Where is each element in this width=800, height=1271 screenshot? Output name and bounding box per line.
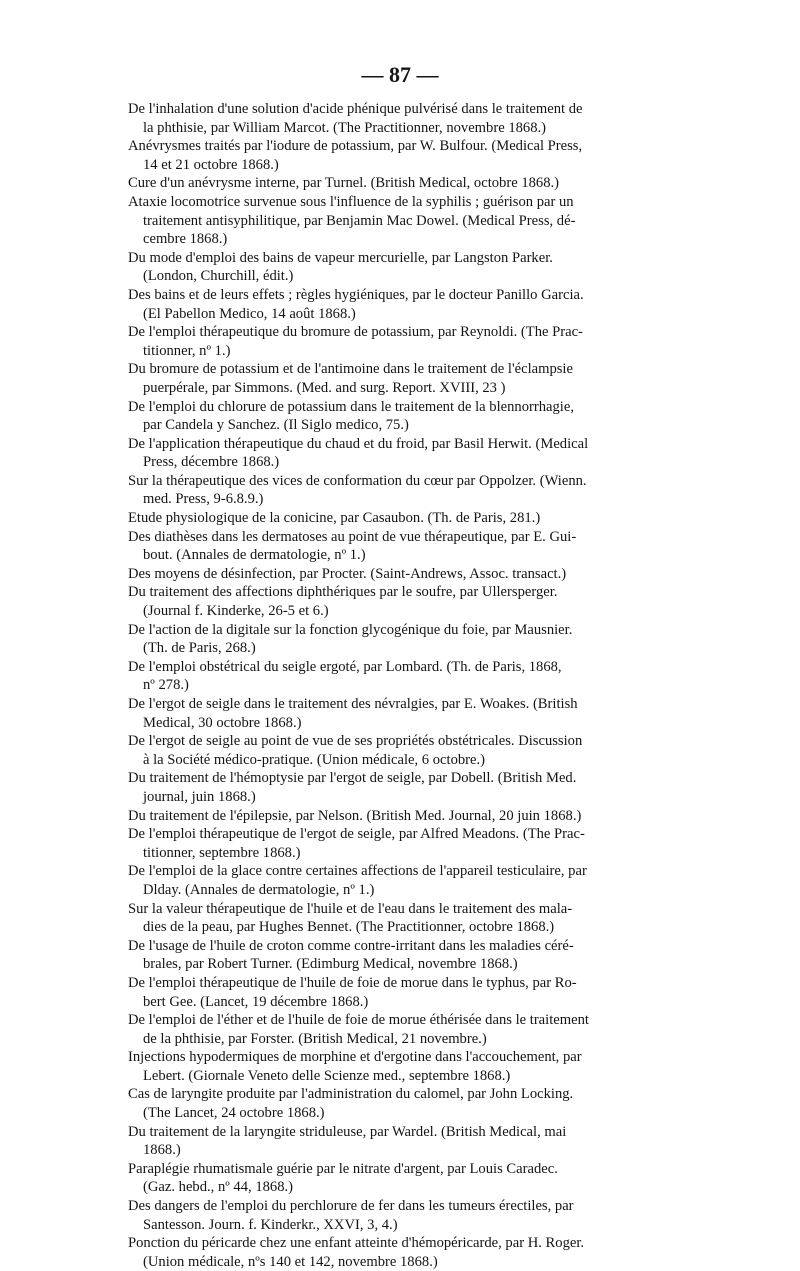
entry-line: Des dangers de l'emploi du perchlorure de fer dans les tumeurs érectiles, par — [128, 1198, 574, 1215]
entry-line: Ataxie locomotrice survenue sous l'influence de la syphilis ; guérison par un — [128, 193, 574, 210]
entry-line: Injections hypodermiques de morphine et d'ergotine dans l'accouchement, par — [128, 1049, 582, 1066]
entry-line: titionner, nº 1.) — [143, 342, 231, 359]
entry-line: Du traitement de l'hémoptysie par l'ergot de seigle, par Dobell. (British Med. — [128, 770, 577, 787]
bibliography-entry — [128, 807, 700, 826]
entry-line: Dlday. (Annales de dermatologie, nº 1.) — [143, 881, 375, 898]
bibliography-entry — [128, 174, 700, 193]
bibliography-entry — [128, 621, 700, 658]
entry-line: de la phthisie, par Forster. (British Medical, 21 novembre.) — [143, 1030, 487, 1047]
entry-line: journal, juin 1868.) — [143, 788, 256, 805]
entry-line: (El Pabellon Medico, 14 août 1868.) — [143, 305, 356, 322]
bibliography-entry — [128, 249, 700, 286]
entry-line: bout. (Annales de dermatologie, nº 1.) — [143, 547, 366, 564]
entry-line: Du traitement de l'épilepsie, par Nelson. (British Med. Journal, 20 juin 1868.) — [128, 807, 582, 824]
entry-line: De l'emploi de la glace contre certaines affections de l'appareil testiculaire, par — [128, 863, 587, 880]
entry-line: Des diathèses dans les dermatoses au point de vue thérapeutique, par E. Gui- — [128, 528, 577, 545]
bibliography-entry — [128, 862, 700, 899]
entry-line: Du mode d'emploi des bains de vapeur mercurielle, par Langston Parker. — [128, 249, 553, 266]
bibliography-entry — [128, 1011, 700, 1048]
entry-line: De l'application thérapeutique du chaud et du froid, par Basil Herwit. (Medical — [128, 435, 589, 452]
bibliography-entry — [128, 974, 700, 1011]
entry-line: Du traitement de la laryngite striduleuse, par Wardel. (British Medical, mai — [128, 1123, 567, 1140]
entry-line: Cas de laryngite produite par l'administration du calomel, par John Locking. — [128, 1086, 574, 1103]
entry-line: De l'emploi de l'éther et de l'huile de foie de morue éthérisée dans le traitement — [128, 1012, 589, 1029]
entry-line: par Candela y Sanchez. (Il Siglo medico, 75.) — [143, 417, 409, 434]
entry-line: à la Société médico-pratique. (Union médicale, 6 octobre.) — [143, 751, 486, 768]
entry-line: De l'emploi obstétrical du seigle ergoté, par Lombard. (Th. de Paris, 1868, — [128, 658, 562, 675]
bibliography-entry — [128, 1234, 700, 1271]
entry-line: brales, par Robert Turner. (Edimburg Medical, novembre 1868.) — [143, 956, 518, 973]
entry-line: 14 et 21 octobre 1868.) — [143, 156, 279, 173]
bibliography-entry — [128, 1123, 700, 1160]
entry-line: titionner, septembre 1868.) — [143, 844, 301, 861]
entry-line: (Gaz. hebd., nº 44, 1868.) — [143, 1179, 294, 1196]
entry-line: 1868.) — [143, 1142, 181, 1159]
bibliography-entry — [128, 435, 700, 472]
entry-line: Lebert. (Giornale Veneto delle Scienze med., septembre 1868.) — [143, 1067, 511, 1084]
entry-line: De l'ergot de seigle au point de vue de ses propriétés obstétricales. Discussion — [128, 733, 583, 750]
bibliography-entry — [128, 323, 700, 360]
entry-line: (Union médicale, nºs 140 et 142, novembre 1868.) — [143, 1253, 438, 1270]
bibliography-entry — [128, 1048, 700, 1085]
entry-line: dies de la peau, par Hughes Bennet. (The Practitionner, octobre 1868.) — [143, 919, 555, 936]
entry-line: (Journal f. Kinderke, 26-5 et 6.) — [143, 603, 329, 620]
bibliography-entry — [128, 658, 700, 695]
bibliography-list — [128, 100, 700, 1271]
entry-line: Du bromure de potassium et de l'antimoine dans le traitement de l'éclampsie — [128, 361, 573, 378]
entry-line: bert Gee. (Lancet, 19 décembre 1868.) — [143, 993, 369, 1010]
entry-line: med. Press, 9-6.8.9.) — [143, 491, 264, 508]
bibliography-entry — [128, 900, 700, 937]
entry-line: Des bains et de leurs effets ; règles hygiéniques, par le docteur Panillo Garcia. — [128, 286, 584, 303]
entry-line: Cure d'un anévrysme interne, par Turnel. (British Medical, octobre 1868.) — [128, 175, 560, 192]
entry-line: Sur la valeur thérapeutique de l'huile et de l'eau dans le traitement des mala- — [128, 900, 573, 917]
entry-line: De l'emploi du chlorure de potassium dans le traitement de la blennorrhagie, — [128, 398, 574, 415]
entry-line: De l'ergot de seigle dans le traitement des névralgies, par E. Woakes. (British — [128, 696, 578, 712]
entry-line: De l'emploi thérapeutique du bromure de potassium, par Reynoldi. (The Prac- — [128, 324, 583, 341]
entry-line: puerpérale, par Simmons. (Med. and surg. Report. XVIII, 23 ) — [143, 379, 506, 396]
entry-line: Medical, 30 octobre 1868.) — [143, 714, 302, 731]
entry-line: Etude physiologique de la conicine, par Casaubon. (Th. de Paris, 281.) — [128, 510, 541, 527]
page-number: — 87 — — [361, 62, 439, 87]
entry-line: De l'emploi thérapeutique de l'huile de foie de morue dans le typhus, par Ro- — [128, 974, 577, 991]
entry-line: Santesson. Journ. f. Kinderkr., XXVI, 3, 4.) — [143, 1216, 398, 1233]
entry-line: Anévrysmes traités par l'iodure de potassium, par W. Bulfour. (Medical Press, — [128, 138, 583, 155]
entry-line: Du traitement des affections diphthériques par le soufre, par Ullersperger. — [128, 584, 558, 601]
entry-line: (London, Churchill, édit.) — [143, 268, 294, 285]
entry-line: la phthisie, par William Marcot. (The Practitionner, novembre 1868.) — [143, 119, 547, 136]
bibliography-entry — [128, 137, 700, 174]
bibliography-entry — [128, 583, 700, 620]
bibliography-entry — [128, 732, 700, 769]
bibliography-entry — [128, 769, 700, 806]
entry-line: De l'emploi thérapeutique de l'ergot de seigle, par Alfred Meadons. (The Prac- — [128, 826, 585, 843]
bibliography-entry — [128, 825, 700, 862]
bibliography-entry — [128, 565, 700, 584]
bibliography-entry — [128, 398, 700, 435]
entry-line: De l'usage de l'huile de croton comme contre-irritant dans les maladies céré- — [128, 937, 574, 954]
entry-line: Press, décembre 1868.) — [143, 454, 280, 471]
bibliography-entry — [128, 1160, 700, 1197]
bibliography-entry — [128, 1085, 700, 1122]
bibliography-entry — [128, 1197, 700, 1234]
entry-line: De l'action de la digitale sur la fonction glycogénique du foie, par Mausnier. — [128, 621, 573, 638]
entry-line: De l'inhalation d'une solution d'acide phénique pulvérisé dans le traitement de — [128, 101, 583, 117]
entry-line: (The Lancet, 24 octobre 1868.) — [143, 1105, 325, 1122]
bibliography-entry — [128, 100, 700, 137]
bibliography-entry — [128, 360, 700, 397]
entry-line: nº 278.) — [143, 677, 189, 694]
entry-line: traitement antisyphilitique, par Benjamin Mac Dowel. (Medical Press, dé- — [143, 212, 576, 229]
bibliography-entry — [128, 472, 700, 509]
bibliography-entry — [128, 937, 700, 974]
entry-line: (Th. de Paris, 268.) — [143, 640, 256, 657]
bibliography-entry — [128, 528, 700, 565]
entry-line: Ponction du péricarde chez une enfant atteinte d'hémopéricarde, par H. Roger. — [128, 1235, 585, 1252]
entry-line: Sur la thérapeutique des vices de conformation du cœur par Oppolzer. (Wienn. — [128, 472, 587, 489]
bibliography-entry — [128, 193, 700, 249]
bibliography-entry — [128, 695, 700, 732]
entry-line: Des moyens de désinfection, par Procter. (Saint-Andrews, Assoc. transact.) — [128, 565, 567, 582]
bibliography-entry — [128, 509, 700, 528]
entry-line: Paraplégie rhumatismale guérie par le nitrate d'argent, par Louis Caradec. — [128, 1160, 558, 1177]
bibliography-entry — [128, 286, 700, 323]
entry-line: cembre 1868.) — [143, 231, 228, 248]
